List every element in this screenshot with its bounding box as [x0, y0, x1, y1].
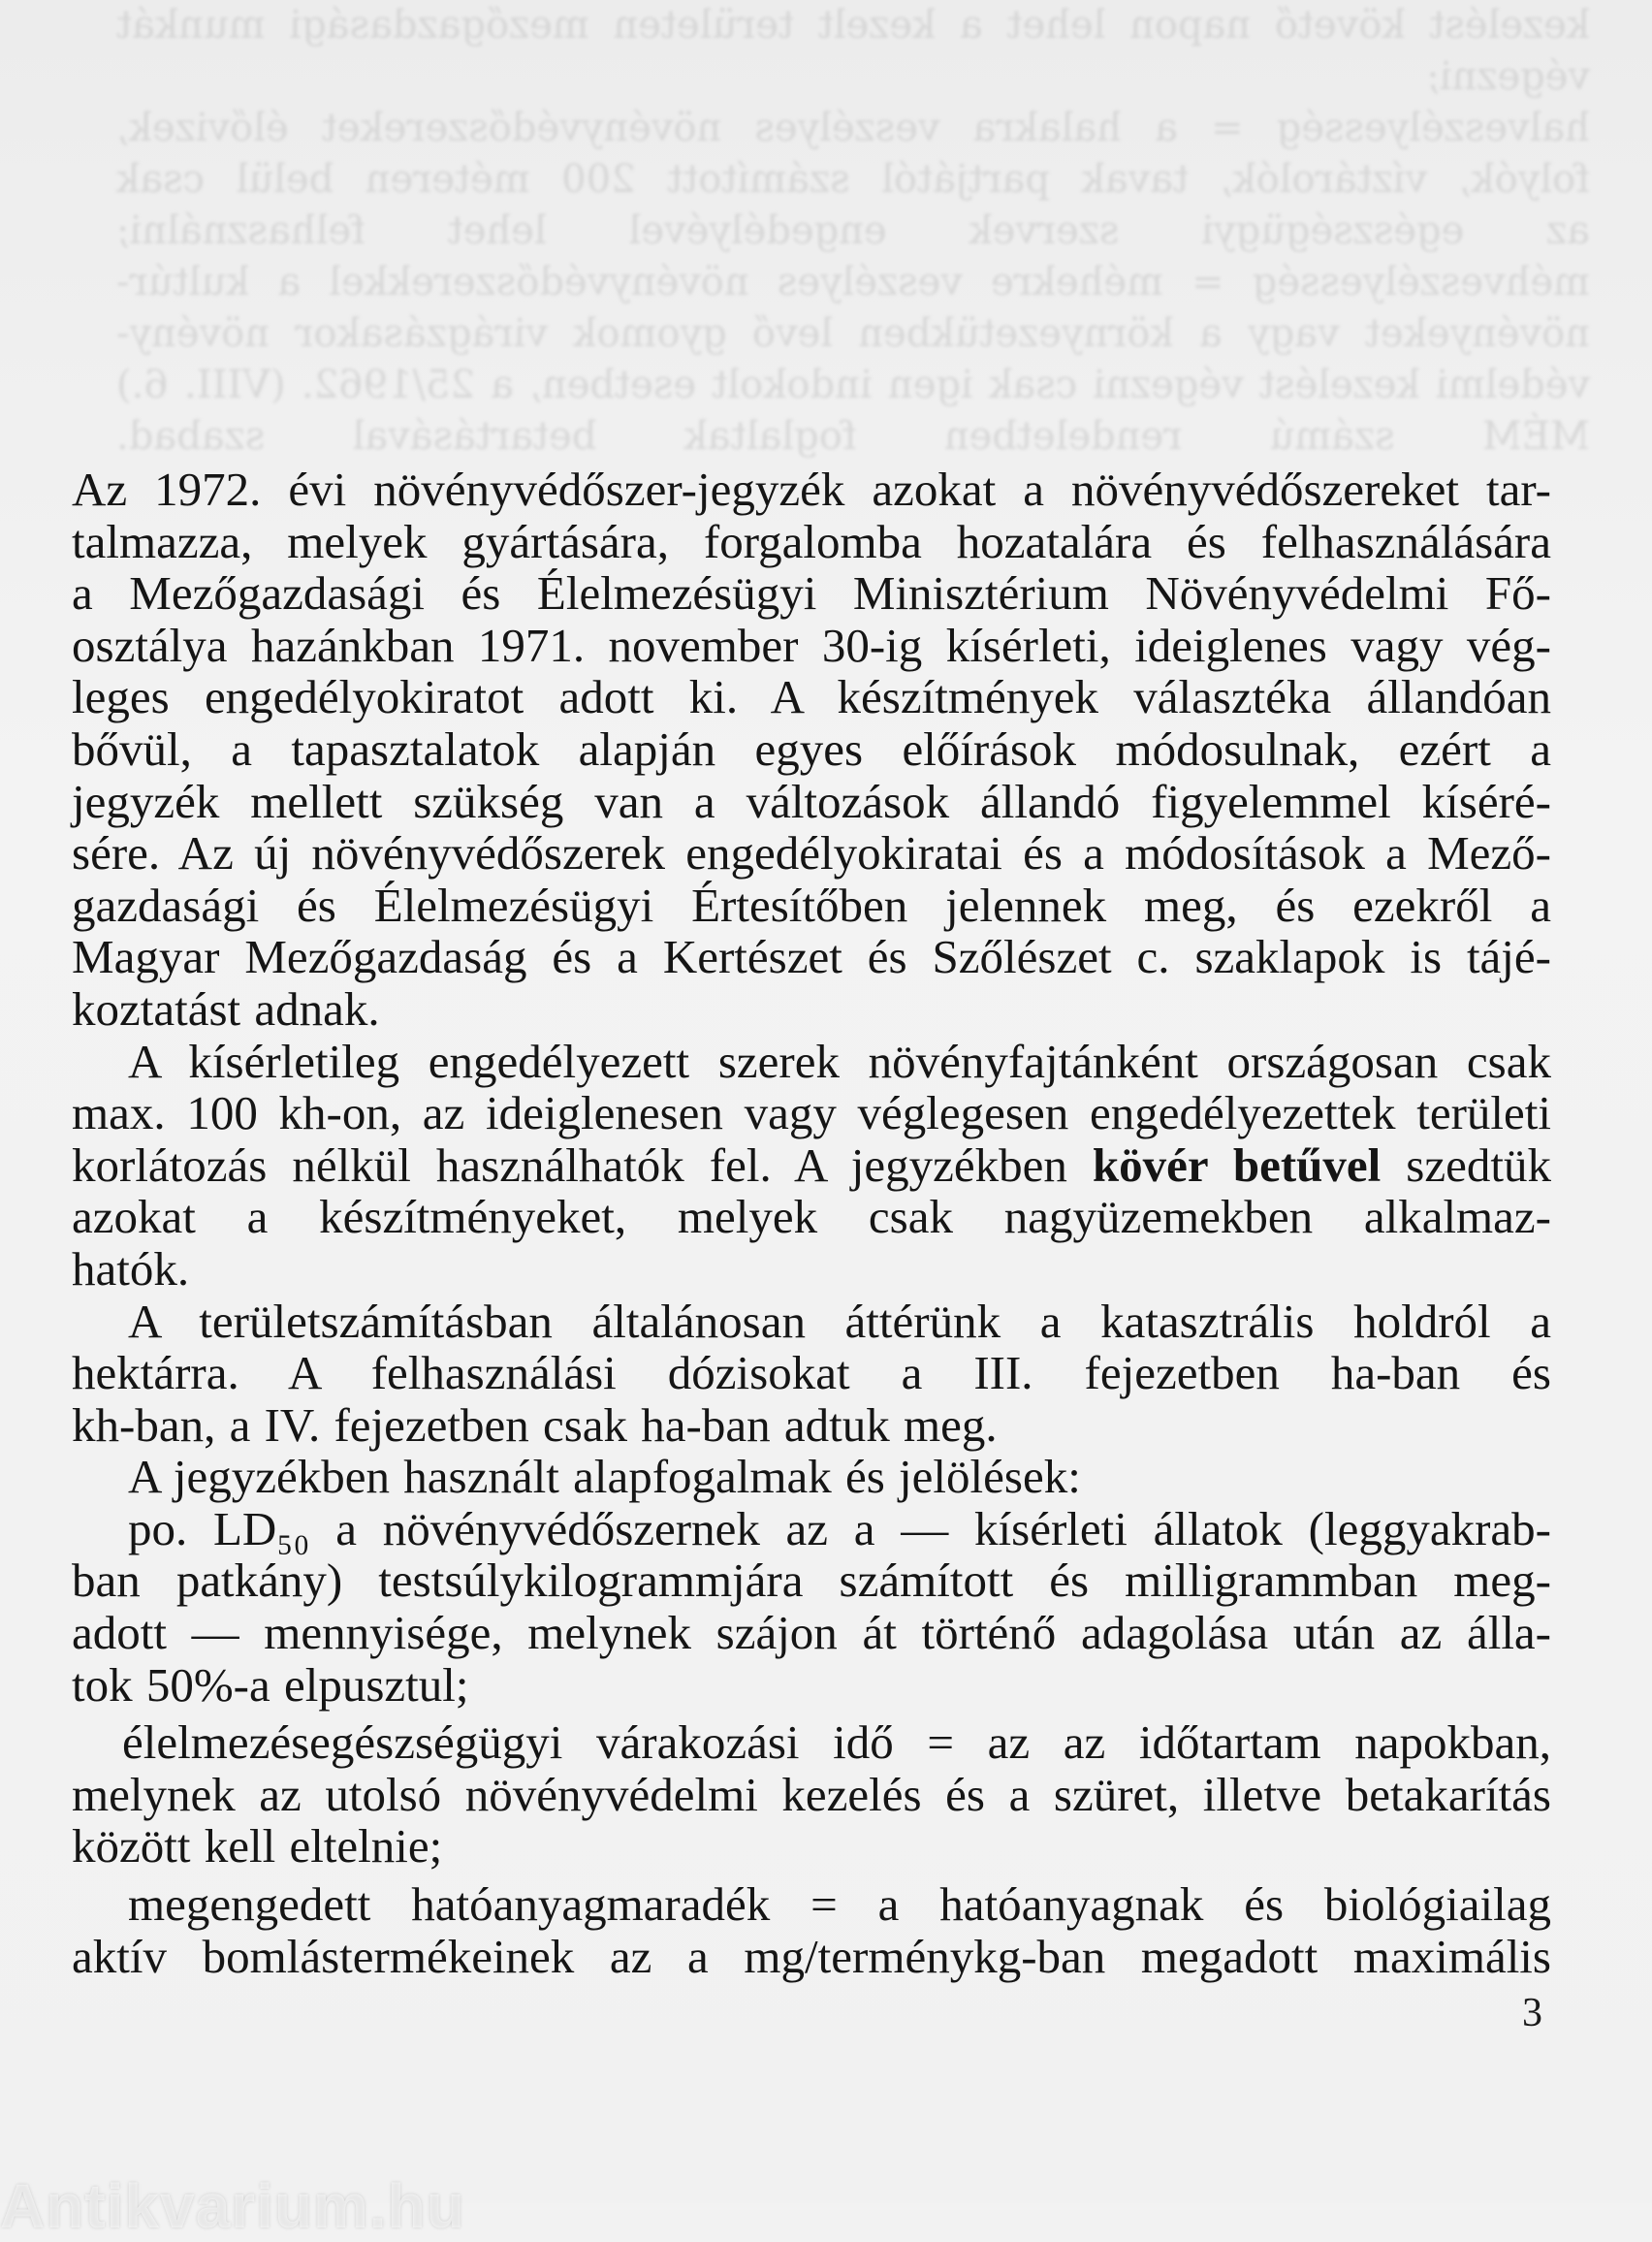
- paragraph-definitions-heading: [72, 1451, 1551, 1503]
- bold-text: kövér betűvel: [1092, 1137, 1382, 1192]
- paragraph-area-units: [72, 1296, 1551, 1452]
- text-line: Magyar Mezőgazdaság és a Kertészet és Szőlészet c. szaklapok is tájé-: [72, 930, 1551, 984]
- body-text: [72, 464, 1551, 1982]
- text-line: jegyzék mellett szükség van a változások állandó figyelemmel kíséré-: [72, 774, 1551, 828]
- text-line: adott — mennyisége, melynek szájon át történő adagolása után az álla-: [72, 1606, 1551, 1660]
- text-line: A területszámításban általánosan áttérünk a katasztrális holdról a: [128, 1294, 1551, 1348]
- bleed-line: védelmi kezelést végezni csak igen indokolt esetben, a 25/1962. (VIII. 6.): [116, 363, 1590, 407]
- text-line: leges engedélyokiratot adott ki. A készítmények választéka állandóan: [72, 670, 1551, 724]
- text-line: koztatást adnak.: [72, 981, 380, 1036]
- bleed-line: folyók, víztárolók, tavak partjától számított 200 méteren belül csak: [116, 157, 1590, 202]
- bleed-line: az egészségügyi szervek engedélyével lehet felhasználni;: [116, 208, 1590, 253]
- bleed-through-text: [116, 0, 1590, 463]
- bleed-line: kezelést követő napon lehet a kezelt területen mezőgazdasági munkát: [116, 3, 1590, 48]
- text-line: hatók.: [72, 1241, 190, 1296]
- text-line: A kísérletileg engedélyezett szerek növényfajtánként országosan csak: [128, 1034, 1551, 1088]
- text-line: sére. Az új növényvédőszerek engedélyokiratai és a módosítások a Mező-: [72, 826, 1551, 881]
- bleed-line: méhveszélyesség = méhekre veszélyes növényvédőszerekkel a kultúr-: [116, 260, 1590, 304]
- text-line: Az 1972. évi növényvédőszer-jegyzék azokat a növényvédőszereket tar-: [72, 463, 1551, 516]
- text-line: hektárra. A felhasználási dózisokat a III. fejezetben ha-ban és: [72, 1346, 1551, 1400]
- definition-ld50: [72, 1503, 1551, 1711]
- paragraph-experimental-permits: [72, 1036, 1551, 1296]
- text-line-with-bold: [72, 1139, 1551, 1192]
- text-run: szedtük: [1381, 1137, 1551, 1192]
- text-line: gazdasági és Élelmezésügyi Értesítőben jelennek meg, és ezekről a: [72, 878, 1551, 932]
- definition-residue: [72, 1878, 1551, 1982]
- bleed-line: végezni;: [1426, 54, 1590, 99]
- text-line: po. LD₅₀ a növényvédőszernek az a — kísérleti állatok (leggyakrab-: [128, 1501, 1551, 1555]
- text-line: bővül, a tapasztalatok alapján egyes előírások módosulnak, ezért a: [72, 721, 1551, 776]
- text-line: élelmezésegészségügyi várakozási idő = az az időtartam napokban,: [122, 1715, 1551, 1770]
- text-line: tok 50%-a elpusztul;: [72, 1657, 469, 1712]
- text-line: ban patkány) testsúlykilogrammjára számított és milligrammban meg-: [72, 1553, 1551, 1608]
- text-line: a Mezőgazdasági és Élelmezésügyi Minisztérium Növényvédelmi Fő-: [72, 566, 1551, 621]
- text-line: azokat a készítményeket, melyek csak nagyüzemekben alkalmaz-: [72, 1190, 1551, 1244]
- page-number: 3: [1522, 1991, 1542, 2035]
- bleed-line: halveszélyesség = a halakra veszélyes növényvédőszereket élővizek,: [116, 106, 1590, 150]
- text-run: korlátozás nélkül használhatók fel. A jegyzékben: [72, 1137, 1093, 1192]
- text-line: között kell eltelnie;: [72, 1819, 443, 1874]
- definition-waiting-period: [72, 1716, 1551, 1873]
- text-line: melynek az utolsó növényvédelmi kezelés és a szüret, illetve betakarítás: [72, 1767, 1551, 1821]
- paragraph-intro: [72, 464, 1551, 1036]
- text-line: megengedett hatóanyagmaradék = a hatóanyagnak és biológiailag: [128, 1877, 1551, 1932]
- text-line: aktív bomlástermékeinek az a mg/terménykg-ban megadott maximális: [72, 1929, 1551, 1983]
- bleed-line: MÉM számú rendeletben foglaltak betartásával szabad.: [116, 414, 1590, 459]
- bleed-line: növényeket vagy a környezetükben levő gyomok virágzásakor növény-: [116, 311, 1590, 356]
- text-line: max. 100 kh-on, az ideiglenesen vagy véglegesen engedélyezettek területi: [72, 1086, 1551, 1140]
- text-line: kh-ban, a IV. fejezetben csak ha-ban adtuk meg.: [72, 1397, 998, 1452]
- watermark: Antikvarium.hu: [0, 2171, 465, 2241]
- text-line: talmazza, melyek gyártására, forgalomba hozatalára és felhasználására: [72, 514, 1551, 568]
- text-line: A jegyzékben használt alapfogalmak és jelölések:: [128, 1450, 1081, 1504]
- text-line: osztálya hazánkban 1971. november 30-ig kísérleti, ideiglenes vagy vég-: [72, 618, 1551, 672]
